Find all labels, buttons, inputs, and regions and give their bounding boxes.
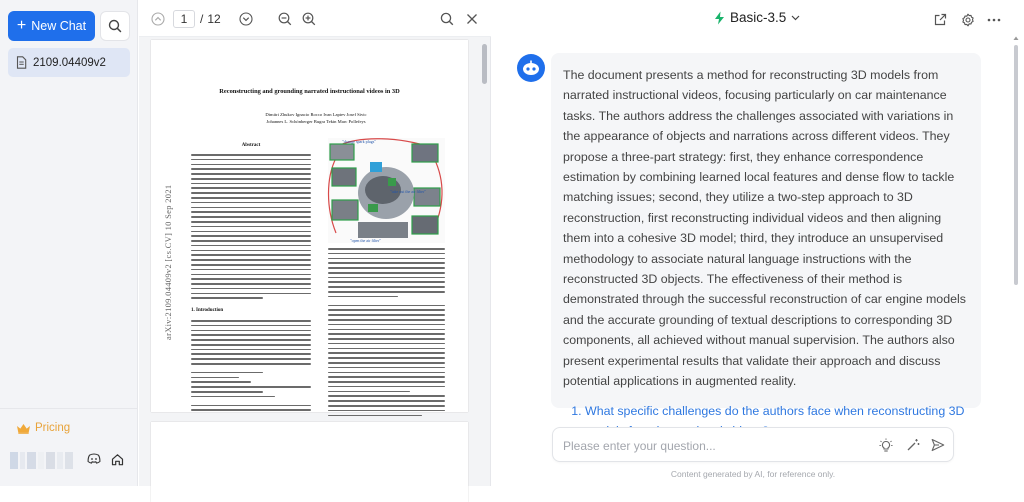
pdf-scrollbar[interactable] — [482, 44, 487, 84]
question-input[interactable] — [563, 437, 863, 454]
abstract-heading: Abstract — [241, 143, 261, 148]
figure-caption — [328, 248, 445, 419]
previous-page-button[interactable] — [150, 11, 165, 26]
current-page-input[interactable]: 1 — [173, 10, 195, 28]
introduction-heading: 1. Introduction — [191, 308, 224, 313]
gear-icon — [961, 13, 975, 27]
pdf-page — [151, 40, 468, 412]
open-external-button[interactable] — [933, 12, 948, 27]
arxiv-stamp: arXiv:2109.04409v2 [cs.CV] 10 Sep 2021 — [163, 184, 173, 340]
pdf-search-button[interactable] — [439, 11, 454, 26]
figure-label-3: "open the air filter" — [350, 238, 381, 243]
more-horizontal-icon — [987, 18, 1001, 22]
figure-label-2: "take out the air filter" — [390, 189, 426, 194]
pricing-link[interactable] — [16, 422, 70, 434]
chevron-up-circle-icon — [151, 12, 165, 26]
authors-line-1: Dimitri Zhukov Ignacio Rocco Ivan Laptev Josef Sivic — [265, 112, 367, 117]
plus-icon: + — [16, 16, 27, 34]
sidebar-bottom-icons — [87, 453, 124, 466]
figure-label-1: "change spark plugs" — [342, 139, 376, 144]
user-avatar[interactable] — [10, 452, 80, 469]
close-pdf-button[interactable] — [464, 11, 479, 26]
home-icon[interactable] — [111, 453, 124, 466]
pdf-viewer — [139, 0, 491, 486]
discord-icon[interactable] — [87, 453, 101, 465]
search-button[interactable] — [100, 11, 130, 41]
assistant-message — [551, 53, 981, 418]
magic-prompt-button[interactable] — [905, 437, 921, 453]
zoom-out-icon — [278, 12, 292, 26]
ai-disclaimer: Content generated by AI, for reference only. — [670, 469, 836, 479]
chevron-down-circle-icon — [239, 12, 253, 26]
zoom-in-icon — [302, 12, 316, 26]
suggested-question-1[interactable]: 1. What specific challenges do the authors face when reconstructing 3D — [585, 401, 969, 442]
page-separator: / — [200, 11, 204, 26]
chat-panel — [492, 0, 1024, 486]
new-chat-button[interactable] — [8, 11, 95, 41]
scroll-up-arrow-icon[interactable] — [1013, 35, 1019, 41]
paper-figure — [328, 138, 445, 243]
chat-scrollbar[interactable] — [1014, 45, 1018, 285]
search-icon — [108, 19, 122, 33]
sidebar-document-item[interactable] — [8, 48, 130, 77]
chat-header — [492, 0, 1024, 38]
zoom-in-button[interactable] — [301, 11, 316, 26]
assistant-answer-text: The document presents a method for reconstructing 3D models from narrated instructional videos, focusing particularly on car maintenance tasks. The authors address the challenges associated with variations in the appearance of objects and narrations across different videos. They propose a three-part strategy: first, they enhance correspondence estimation by combining learned local features and dense flow to tackle matching issues; second, they utilize a two-step approach to 3D reconstruction, first reconstructing individual videos and then aligning them into a cohesive 3D model; third, they introduce an unsupervised methodology to associate natural language instructions with the reconstructed 3D objects. The effectiveness of their method is demonstrated through the successful reconstruction of car engine models and the accurate grounding of textual descriptions to corresponding 3D components, all achieved without manual supervision. The authors also present experimental results that validate their approach and discuss potential applications in augmented reality. — [563, 68, 966, 389]
new-chat-label: New Chat — [31, 19, 87, 33]
close-icon — [466, 13, 478, 25]
sidebar-divider — [0, 408, 138, 409]
pdf-toolbar — [139, 0, 491, 37]
idea-button[interactable] — [878, 437, 894, 453]
paper-authors — [181, 111, 451, 125]
authors-line-2: Johannes L. Schönberger Bugra Tekin Marc Pollefeys — [266, 119, 366, 124]
introduction-text — [191, 320, 311, 414]
search-icon — [440, 12, 454, 26]
model-selector[interactable] — [714, 10, 800, 25]
model-name: Basic-3.5 — [730, 10, 787, 25]
bot-avatar — [517, 54, 545, 82]
settings-button[interactable] — [960, 12, 975, 27]
question-input-box — [552, 427, 954, 462]
page-indicator — [173, 9, 221, 28]
magic-wand-icon — [906, 438, 920, 452]
zoom-out-button[interactable] — [277, 11, 292, 26]
bolt-icon — [714, 11, 725, 25]
external-link-icon — [934, 13, 947, 26]
pricing-label: Pricing — [35, 422, 71, 434]
send-icon — [931, 438, 945, 452]
abstract-text — [191, 154, 311, 302]
more-options-button[interactable] — [986, 12, 1001, 27]
document-name: 2109.04409v2 — [33, 56, 106, 69]
total-pages: 12 — [207, 11, 221, 26]
pdf-page-2 — [151, 422, 468, 502]
send-button[interactable] — [930, 437, 946, 453]
next-page-button[interactable] — [238, 11, 253, 26]
paper-title: Reconstructing and grounding narrated instructional videos in 3D — [219, 88, 400, 95]
sidebar — [0, 0, 138, 486]
chevron-down-icon — [791, 15, 800, 21]
crown-icon — [16, 423, 31, 434]
document-icon — [16, 56, 27, 69]
lightbulb-icon — [879, 438, 893, 453]
robot-icon — [521, 60, 541, 76]
